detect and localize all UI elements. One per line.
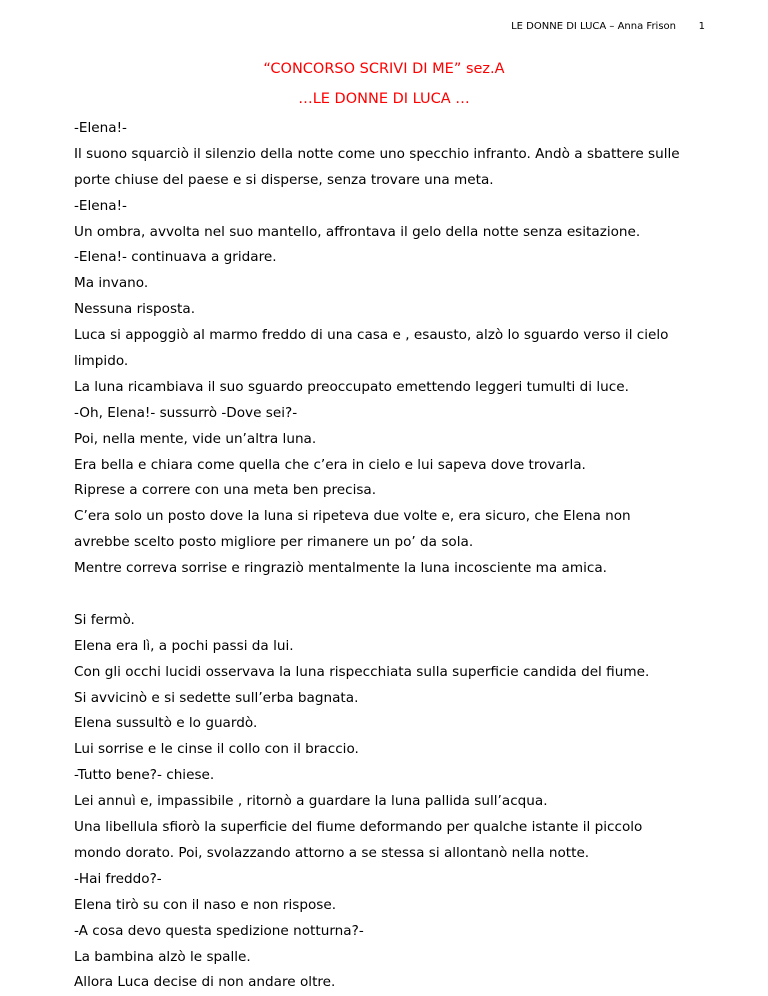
- text-line: Era bella e chiara come quella che c’era in cielo e lui sapeva dove trovarla.: [74, 456, 586, 473]
- story-body: [74, 116, 714, 996]
- text-line: Una libellula sfiorò la superficie del fiume deformando per qualche istante il piccolo: [74, 819, 643, 836]
- text-line: Mentre correva sorrise e ringraziò mentalmente la luna incosciente ma amica.: [74, 560, 608, 577]
- story-headings: [0, 54, 768, 114]
- text-line: -Hai freddo?-: [74, 870, 162, 887]
- text-line: Poi, nella mente, vide un’altra luna.: [74, 430, 317, 447]
- text-line: Luca si appoggiò al marmo freddo di una casa e , esausto, alzò lo sguardo verso il cielo: [74, 327, 669, 344]
- header-title: LE DONNE DI LUCA – Anna Frison: [511, 21, 676, 32]
- text-line: Lei annuì e, impassibile , ritornò a guardare la luna pallida sull’acqua.: [74, 793, 548, 810]
- text-line: avrebbe scelto posto migliore per rimanere un po’ da sola.: [74, 534, 474, 551]
- text-line: Elena tirò su con il naso e non rispose.: [74, 896, 337, 913]
- text-line: Si fermò.: [74, 611, 135, 628]
- text-line: Si avvicinò e si sedette sull’erba bagnata.: [74, 689, 359, 706]
- running-header: [0, 20, 768, 34]
- text-line: -Oh, Elena!- sussurrò -Dove sei?-: [74, 404, 298, 421]
- contest-heading: “CONCORSO SCRIVI DI ME” sez.A: [263, 61, 505, 77]
- text-line: -Elena!-: [74, 197, 127, 214]
- paragraph-break: [74, 582, 714, 608]
- text-line: Un ombra, avvolta nel suo mantello, affrontava il gelo della notte senza esitazione.: [74, 223, 641, 240]
- text-line: Lui sorrise e le cinse il collo con il braccio.: [74, 741, 359, 758]
- text-line: limpido.: [74, 353, 129, 370]
- text-line: Il suono squarciò il silenzio della notte come uno specchio infranto. Andò a sbattere sulle: [74, 145, 680, 162]
- text-line: C’era solo un posto dove la luna si ripeteva due volte e, era sicuro, che Elena non: [74, 508, 631, 525]
- text-line: La bambina alzò le spalle.: [74, 948, 251, 965]
- text-line: -A cosa devo questa spedizione notturna?-: [74, 922, 364, 939]
- page-number: 1: [698, 21, 705, 32]
- text-line: -Elena!- continuava a gridare.: [74, 249, 277, 266]
- story-title: …LE DONNE DI LUCA …: [298, 91, 470, 107]
- text-line: mondo dorato. Poi, svolazzando attorno a se stessa si allontanò nella notte.: [74, 844, 590, 861]
- text-line: porte chiuse del paese e si disperse, senza trovare una meta.: [74, 171, 494, 188]
- text-line: Con gli occhi lucidi osservava la luna rispecchiata sulla superficie candida del fiume.: [74, 663, 650, 680]
- text-line: Nessuna risposta.: [74, 301, 196, 318]
- text-line: Allora Luca decise di non andare oltre.: [74, 974, 336, 991]
- text-line: Riprese a correre con una meta ben precisa.: [74, 482, 377, 499]
- text-line: La luna ricambiava il suo sguardo preoccupato emettendo leggeri tumulti di luce.: [74, 378, 629, 395]
- text-line: -Elena!-: [74, 120, 127, 136]
- text-line: Elena sussultò e lo guardò.: [74, 715, 258, 732]
- text-line: Elena era lì, a pochi passi da lui.: [74, 637, 294, 654]
- text-line: -Tutto bene?- chiese.: [74, 767, 215, 784]
- text-line: Ma invano.: [74, 275, 149, 292]
